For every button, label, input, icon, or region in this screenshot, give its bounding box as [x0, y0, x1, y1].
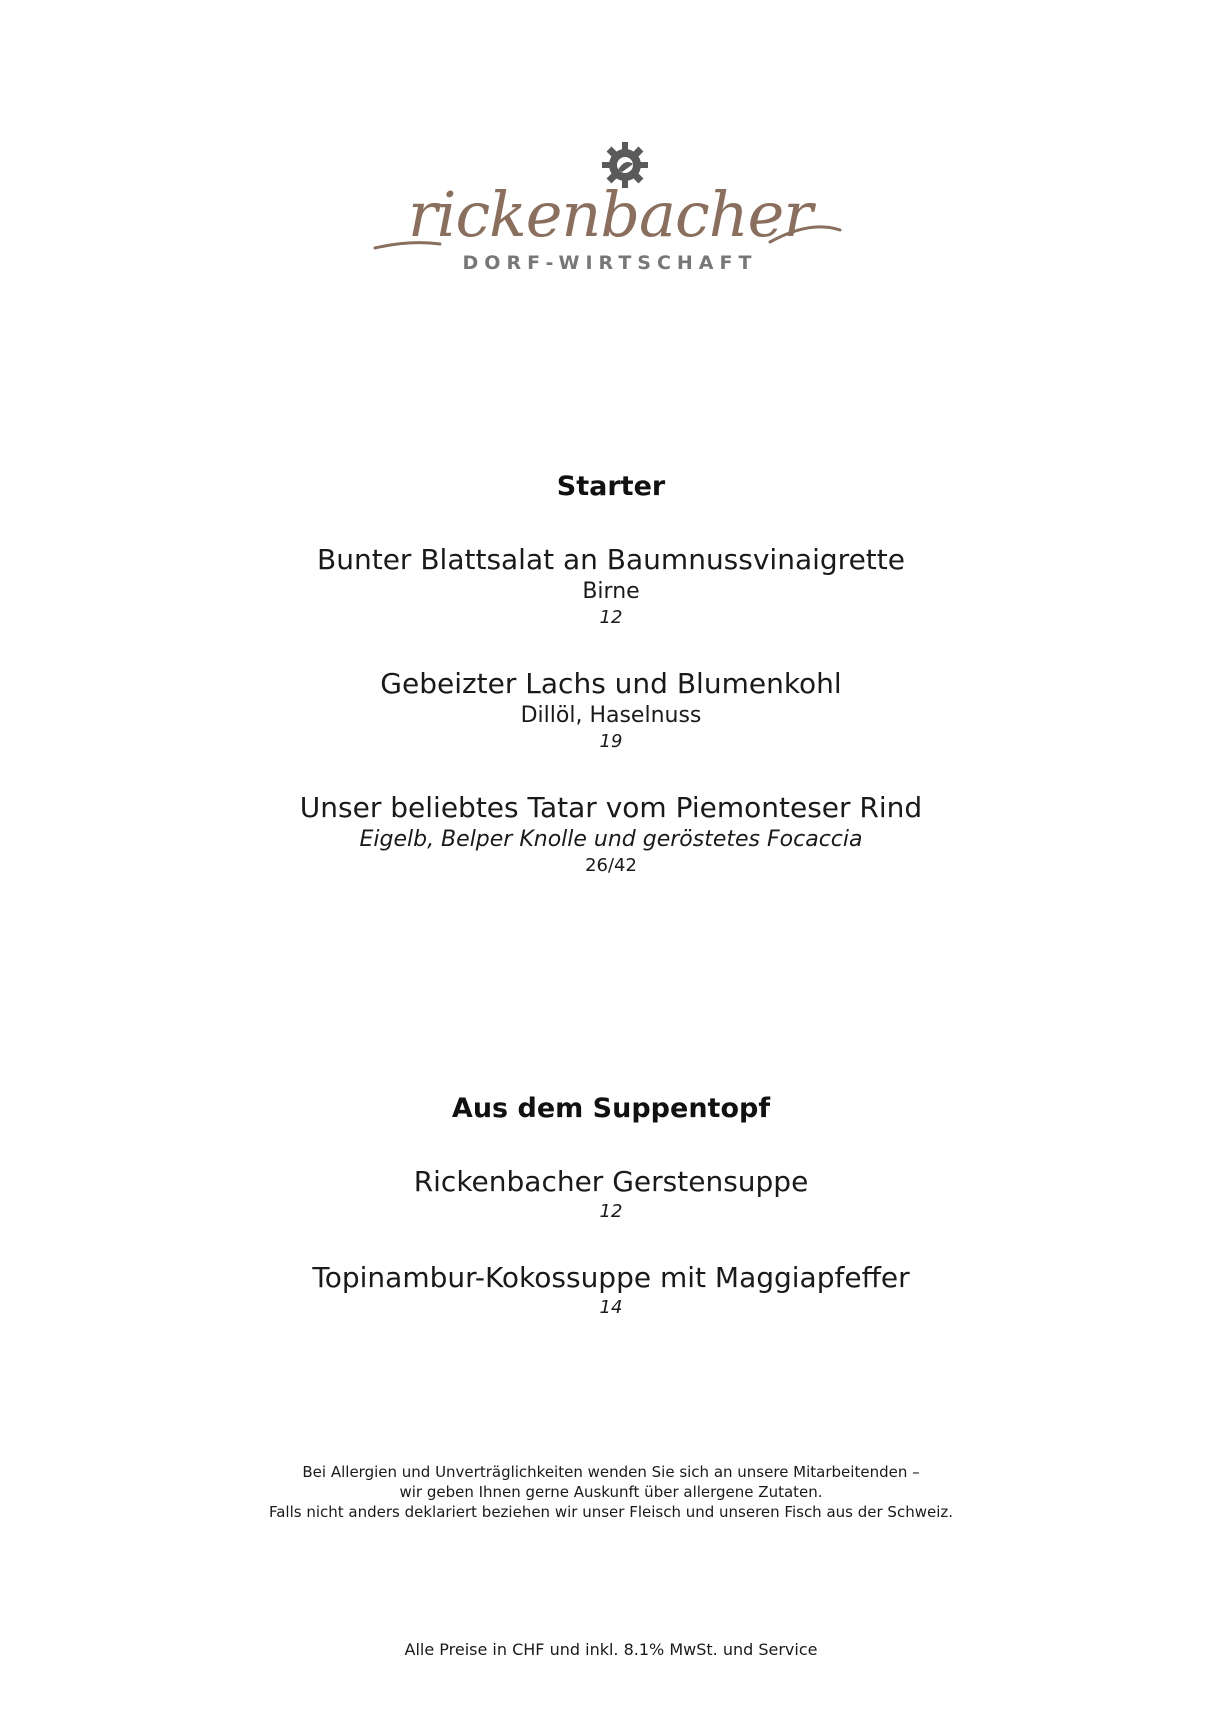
allergy-note: [0, 1462, 1222, 1522]
menu-item: [0, 666, 1222, 754]
dish-name: Rickenbacher Gerstensuppe: [413, 1165, 809, 1198]
dish-name: Unser beliebtes Tatar vom Piemonteser Rind: [299, 791, 923, 824]
menu-item: [0, 790, 1222, 878]
origin-note-line: Falls nicht anders deklariert beziehen wir unser Fleisch und unseren Fisch aus der Schweiz.: [268, 1503, 954, 1521]
section-title: Starter: [556, 471, 666, 502]
dish-description: Eigelb, Belper Knolle und geröstetes Focaccia: [359, 827, 863, 852]
menu-item: [0, 1164, 1222, 1224]
price-footer: Alle Preise in CHF und inkl. 8.1% MwSt. und Service: [404, 1640, 818, 1659]
section-starter: [0, 470, 1222, 878]
menu-item: [0, 542, 1222, 630]
dish-price: 19: [599, 731, 623, 752]
logo-script-text: rickenbacher: [407, 178, 813, 251]
dish-price: 26/42: [585, 855, 637, 876]
section-title: Aus dem Suppentopf: [451, 1093, 771, 1124]
menu-item: [0, 1260, 1222, 1320]
dish-description: Dillöl, Haselnuss: [520, 703, 702, 728]
dish-name: Bunter Blattsalat an Baumnussvinaigrette: [317, 543, 905, 576]
section-suppentopf: [0, 1092, 1222, 1320]
dish-price: 12: [599, 607, 623, 628]
allergy-note-line: Bei Allergien und Unverträglichkeiten wenden Sie sich an unsere Mitarbeitenden –: [302, 1463, 920, 1481]
dish-price: 14: [599, 1297, 623, 1318]
dish-name: Gebeizter Lachs und Blumenkohl: [380, 667, 842, 700]
dish-name: Topinambur-Kokossuppe mit Maggiapfeffer: [312, 1261, 910, 1294]
restaurant-logo: [370, 140, 850, 280]
dish-description: Birne: [582, 579, 640, 604]
logo-subtitle: DORF-WIRTSCHAFT: [462, 252, 758, 274]
dish-price: 12: [599, 1201, 623, 1222]
allergy-note-line: wir geben Ihnen gerne Auskunft über allergene Zutaten.: [399, 1483, 823, 1501]
